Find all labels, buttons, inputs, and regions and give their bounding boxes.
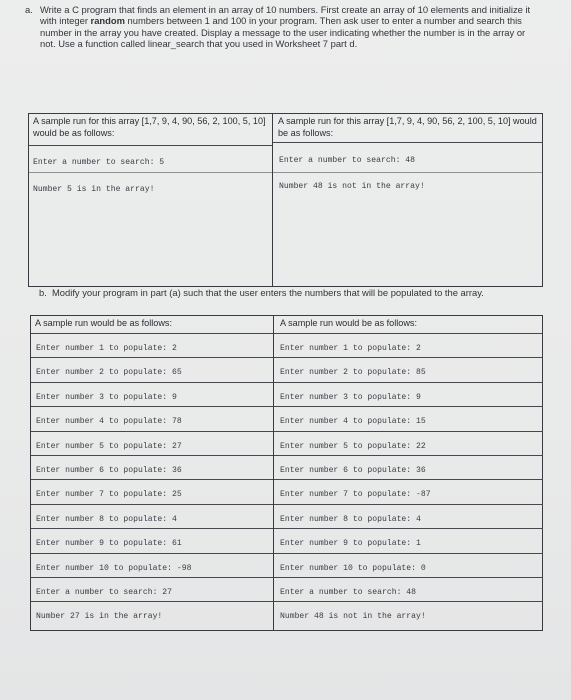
table-b-left-header: A sample run would be as follows: xyxy=(35,318,172,328)
table-a-right-line: Enter a number to search: 48 xyxy=(279,156,415,165)
table-b-right-line: Enter number 3 to populate: 9 xyxy=(280,392,421,402)
table-b-left-row-rule xyxy=(31,504,273,505)
table-b-right-row-rule xyxy=(274,504,543,505)
table-b-right-row-rule xyxy=(274,601,543,602)
table-b-right-line: Enter number 8 to populate: 4 xyxy=(280,514,421,524)
table-b-left-row-rule xyxy=(31,577,273,578)
question-b-letter: b. xyxy=(39,287,47,298)
table-b-right-line: Enter number 6 to populate: 36 xyxy=(280,466,426,475)
table-b-left-line: Enter number 9 to populate: 61 xyxy=(36,539,182,549)
table-b-right-row-rule xyxy=(274,382,543,383)
table-b-left-line: Enter number 5 to populate: 27 xyxy=(36,441,182,451)
table-b-right-row-rule xyxy=(274,406,543,407)
table-b-right-header: A sample run would be as follows: xyxy=(280,318,417,328)
table-b-left-row-rule xyxy=(31,553,273,554)
table-b-left-line: Enter number 7 to populate: 25 xyxy=(36,490,182,500)
question-b-text: Modify your program in part (a) such that the user enters the numbers that will be populated to the array. xyxy=(52,287,484,298)
table-a-right-line: Number 48 is not in the array! xyxy=(279,182,425,191)
table-b-left-line: Enter number 8 to populate: 4 xyxy=(36,514,177,524)
table-a-divider xyxy=(272,114,273,286)
table-b-right-line: Enter a number to search: 48 xyxy=(280,588,416,597)
table-b-right-line: Enter number 10 to populate: 0 xyxy=(280,563,426,573)
table-b-right-row-rule xyxy=(274,455,543,456)
table-b-left-row-rule xyxy=(31,357,273,358)
table-b-left-line: Enter number 6 to populate: 36 xyxy=(36,466,182,475)
table-a-left-line: Enter a number to search: 5 xyxy=(33,158,165,167)
sample-run-table-a xyxy=(28,113,543,287)
table-b-left-row-rule xyxy=(31,601,273,602)
table-a-right-rule xyxy=(273,142,543,143)
table-b-divider xyxy=(273,316,274,630)
question-a-text-start: Write a C program that finds an element in an array of 10 numbers. First create an array of 10 elements and initialize it with integer xyxy=(40,4,531,27)
table-a-left-line: Number 5 is in the array! xyxy=(33,185,155,194)
table-b-left-line: Enter number 2 to populate: 65 xyxy=(36,368,182,378)
table-b-right-line: Enter number 9 to populate: 1 xyxy=(280,539,421,549)
table-b-left-row-rule xyxy=(31,382,273,383)
table-b-right-line: Enter number 5 to populate: 22 xyxy=(280,441,426,451)
table-b-left-row-rule xyxy=(31,406,273,407)
table-b-left-line: Enter a number to search: 27 xyxy=(36,588,172,597)
question-a-letter: a. xyxy=(25,4,33,15)
table-b-left-line: Number 27 is in the array! xyxy=(36,612,163,622)
table-b-left-row-rule xyxy=(31,333,273,334)
table-b-left-line: Enter number 4 to populate: 78 xyxy=(36,417,182,427)
table-b-left-row-rule xyxy=(31,431,273,432)
table-b-right-row-rule xyxy=(274,577,543,578)
table-b-right-line: Enter number 4 to populate: 15 xyxy=(280,417,426,427)
table-b-right-line: Enter number 7 to populate: -87 xyxy=(280,490,431,500)
table-b-right-row-rule xyxy=(274,333,543,334)
table-b-left-row-rule xyxy=(31,455,273,456)
table-b-right-row-rule xyxy=(274,357,543,358)
table-b-left-row-rule xyxy=(31,479,273,480)
table-b-right-row-rule xyxy=(274,528,543,529)
table-b-right-line: Enter number 2 to populate: 85 xyxy=(280,368,426,378)
question-a xyxy=(25,4,540,49)
table-b-right-row-rule xyxy=(274,479,543,480)
table-a-left-header: A sample run for this array [1,7, 9, 4, 90, 56, 2, 100, 5, 10] would be as follows: xyxy=(33,116,266,138)
table-b-right-line: Number 48 is not in the array! xyxy=(280,612,426,622)
table-a-right-header: A sample run for this array [1,7, 9, 4, 90, 56, 2, 100, 5, 10] would be as follows: xyxy=(278,116,537,138)
sample-run-table-b xyxy=(30,315,543,631)
table-b-right-line: Enter number 1 to populate: 2 xyxy=(280,344,421,353)
question-a-text-end: numbers between 1 and 100 in your program. Then ask user to enter a number and search this number in the array you have created. Display a message to the user indicating whether the number is in the array or not. Use a function called linear_search that you used in Worksheet 7 part d. xyxy=(40,15,526,49)
table-b-right-row-rule xyxy=(274,553,543,554)
table-a-right-rule-2 xyxy=(273,172,543,173)
question-a-bold-word: random xyxy=(90,15,125,27)
table-a-left-rule-2 xyxy=(29,172,272,173)
table-a-left-rule xyxy=(29,145,272,146)
table-b-left-line: Enter number 3 to populate: 9 xyxy=(36,392,177,402)
table-b-right-row-rule xyxy=(274,431,543,432)
question-b xyxy=(39,287,532,298)
table-b-left-row-rule xyxy=(31,528,273,529)
table-b-left-line: Enter number 1 to populate: 2 xyxy=(36,344,177,353)
table-b-left-line: Enter number 10 to populate: -98 xyxy=(36,563,192,573)
